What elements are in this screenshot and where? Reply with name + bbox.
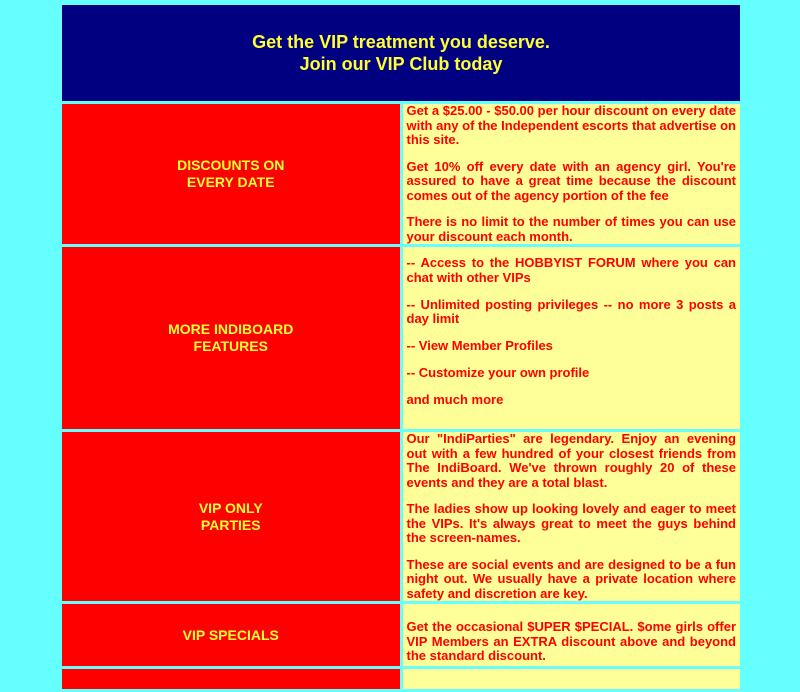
feature-item: and much more [406,392,504,407]
header-row [62,5,740,101]
benefit-content-specials [403,604,741,666]
vip-benefits-table [59,2,743,692]
benefit-row-parties [62,432,740,601]
benefit-paragraph: Get a $25.00 - $50.00 per hour discount on every date with any of the Independent escorts that advertise on this site. [406,103,736,147]
feature-item: -- View Member Profiles [406,338,553,353]
benefit-label-discounts [62,104,400,244]
vip-header [62,5,740,101]
benefit-label-specials [62,604,400,666]
benefit-label-features [62,247,400,429]
benefit-paragraph: These are social events and are designed to be a fun night out. We usually have a private location where safety and discretion are key. [406,556,736,601]
label-line: VIP SPECIALS [182,626,279,643]
benefit-paragraph: The ladies show up looking lovely and eager to meet the VIPs. It's always great to meet the guys behind the screen-names. [406,501,736,545]
feature-item: -- Access to the HOBBYIST FORUM where you can chat with other VIPs [406,255,736,285]
vip-benefits-page [59,2,743,692]
feature-item: -- Unlimited posting privileges -- no more 3 posts a day limit [406,296,736,326]
benefit-row-discounts [62,104,740,244]
benefit-row-specials [62,604,740,666]
benefit-paragraph: Get the occasional $UPER $PECIAL. $ome girls offer VIP Members an EXTRA discount above and beyond the standard discount. [406,619,736,663]
benefit-paragraph: There is no limit to the number of times you can use your discount each month. [406,214,736,244]
benefit-paragraph: Our "IndiParties" are legendary. Enjoy an evening out with a few hundred of your closest friends from The IndiBoard. We've thrown roughly 20 of these events and they are a total blast. [406,431,736,490]
benefit-content-next [403,669,741,689]
label-line: MORE INDIBOARD [168,321,294,337]
benefit-label-parties [62,432,400,601]
benefit-content-parties [403,432,741,601]
label-line: FEATURES [193,338,268,354]
header-subheadline: Join our VIP Club today [299,54,503,74]
label-line: PARTIES [200,516,261,533]
benefit-content-discounts [403,104,741,244]
feature-item: -- Customize your own profile [406,365,590,380]
benefit-paragraph: Get 10% off every date with an agency girl. You're assured to have a great time because the discount comes out of the agency portion of the fee [406,158,736,203]
benefit-row-features [62,247,740,429]
label-line: VIP ONLY [198,499,263,516]
benefit-content-features [403,247,741,429]
benefit-label-next [62,669,400,689]
header-headline: Get the VIP treatment you deserve. [252,32,550,52]
label-line: DISCOUNTS ON [177,157,285,173]
next-row-partial [62,669,740,689]
label-line: EVERY DATE [186,174,275,190]
